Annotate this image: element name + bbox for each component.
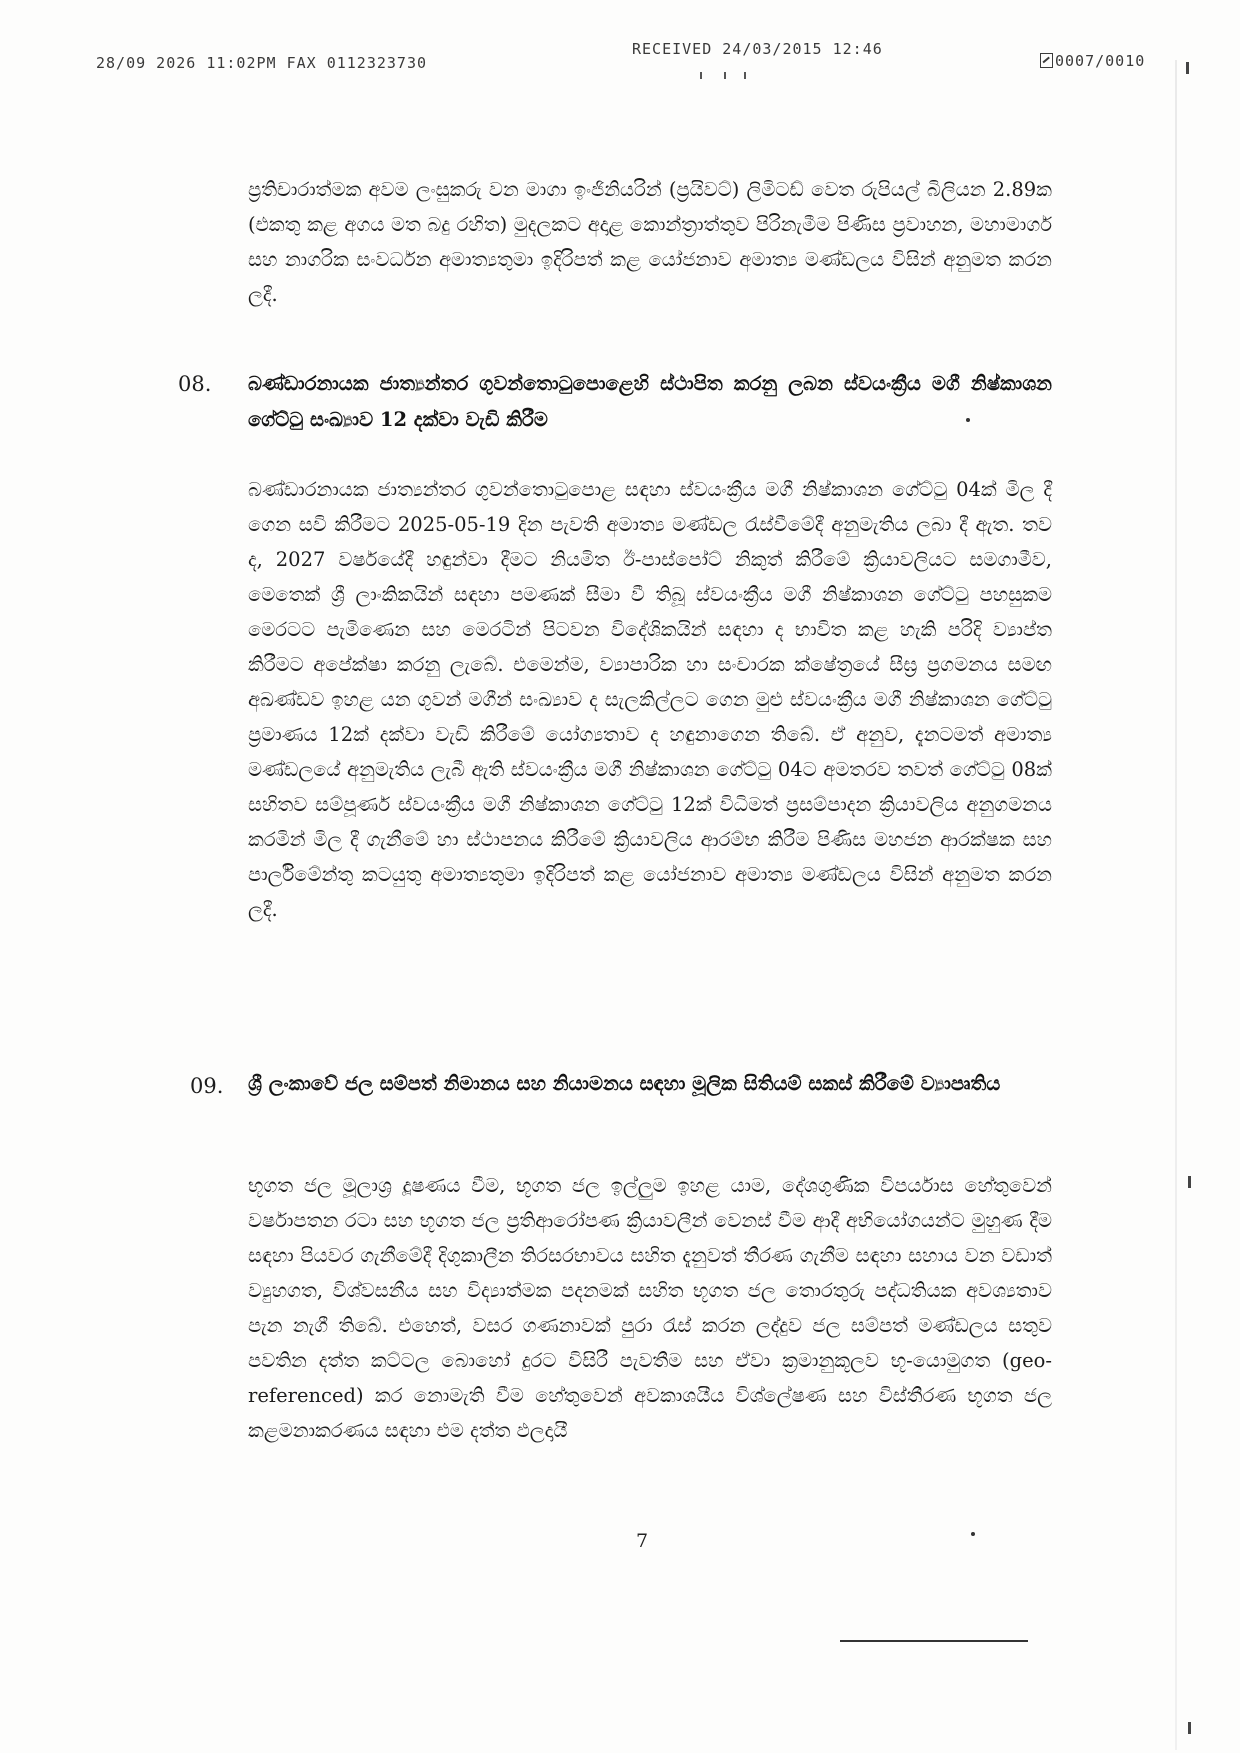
- page-icon: [1040, 53, 1053, 68]
- fax-page-counter: [1040, 52, 1145, 70]
- fax-page-counter-text: 0007/0010: [1055, 52, 1146, 70]
- scan-edge-shadow: [1175, 60, 1177, 1750]
- intro-paragraph: ප්‍රතිචාරාත්මක අවම ලංසුකරු වන මාගා ඉංජිනියරින් (ප්‍රයිවට්) ලිමිටඩ් වෙත රුපියල් බිලියන 2.89ක (එකතු කළ අගය මත බදු රහිත) මුදලකට අදාළ කොන්ත්‍රාත්තුව පිරිනැමීම පිණිස ප්‍රවාහන, මහාමාර්ග සහ නාගරික සංවර්ධන අමාත්‍යතුමා ඉදිරිපත් කළ යෝජනාව අමාත්‍ය මණ්ඩලය විසින් අනුමත කරන ලදී.: [248, 178, 1052, 306]
- scan-tick-marks: [700, 72, 760, 86]
- scan-speck: [971, 1532, 975, 1536]
- section-body-08: බණ්ඩාරනායක ජාත්‍යන්තර ගුවන්තොටුපොළ සඳහා ස්වයංක්‍රීය මගී නිෂ්කාශන ගේට්ටු 04ක් මිල දී ගෙන සවි කිරීමට 2025-05-19 දින පැවති අමාත්‍ය මණ්ඩල රැස්වීමේදී අනුමැතිය ලබා දී ඇත. තව ද, 2027 වර්ෂයේදී හඳුන්වා දීමට නියමිත ඊ-පාස්පෝට් නිකුත් කිරීමේ ක්‍රියාවලියට සමගාමීව, මෙතෙක් ශ්‍රී ලාංකිකයින් සඳහා පමණක් සීමා වී තිබූ ස්වයංක්‍රීය මගී නිෂ්කාශන ගේට්ටු පහසුකම මෙරටට පැමිණෙන සහ මෙරටින් පිටවන විදේශිකයින් සඳහා ද භාවිත කළ හැකි පරිදි ව්‍යාප්ත කිරීමට අපේක්ෂා කරනු ලැබේ. එමෙන්ම, ව්‍යාපාරික හා සංචාරක ක්ෂේත්‍රයේ සීඝ්‍ර ප්‍රගමනය සමඟ අඛණ්ඩව ඉහළ යන ගුවන් මගීන් සංඛ්‍යාව ද සැලකිල්ලට ගෙන මුළු ස්වයංක්‍රීය මගී නිෂ්කාශන ගේට්ටු ප්‍රමාණය 12ක් දක්වා වැඩි කිරීමේ යෝග්‍යතාව ද හඳුනාගෙන තිබේ. ඒ අනුව, දැනටමත් අමාත්‍ය මණ්ඩලයේ අනුමැතිය ලැබී ඇති ස්වයංක්‍රීය මගී නිෂ්කාශන ගේට්ටු 04ට අමතරව තවත් ගේට්ටු 08ක් සහිතව සම්පූර්ණ ස්වයංක්‍රීය මගී නිෂ්කාශන ගේට්ටු 12ක් විධිමත් ප්‍රසම්පාදන ක්‍රියාවලිය අනුගමනය කරමින් මිල දී ගැනීමේ හා ස්ථාපනය කිරීමේ ක්‍රියාවලිය ආරම්භ කිරීම පිණිස මහජන ආරක්ෂක සහ පාර්ලිමේන්තු කටයුතු අමාත්‍යතුමා ඉදිරිපත් කළ යෝජනාව අමාත්‍ය මණ්ඩලය විසින් අනුමත කරන ලදී.: [248, 478, 1052, 921]
- section-title-08: බණ්ඩාරනායක ජාත්‍යන්තර ගුවන්තොටුපොළෙහි ස්ථාපිත කරනු ලබන ස්වයංක්‍රීය මගී නිෂ්කාශන ගේට්ටු සංඛ්‍යාව 12 දක්වා වැඩි කිරීම: [248, 372, 1052, 431]
- margin-mark: [1186, 62, 1189, 74]
- fax-header: [0, 40, 1240, 70]
- bottom-rule: [840, 1640, 1028, 1642]
- fax-sender-line: 28/09 2026 11:02PM FAX 0112323730: [96, 54, 428, 72]
- margin-mark: [1188, 1722, 1191, 1734]
- section-number-08: 08.: [178, 372, 212, 396]
- margin-mark: [1188, 1176, 1191, 1188]
- section-title-09: ශ්‍රී ලංකාවේ ජල සම්පත් නිමානය සහ නියාමනය සඳහා මූලික සිතියම් සකස් කිරීමේ ව්‍යාපෘතිය: [248, 1072, 1001, 1095]
- fax-received-stamp: RECEIVED 24/03/2015 12:46: [632, 40, 883, 58]
- section-body-09: භූගත ජල මූලාශ්‍ර දූෂණය වීම, භූගත ජල ඉල්ලුම ඉහළ යාම, දේශගුණික විපර්යාස හේතුවෙන් වර්ෂාපතන රටා සහ භූගත ජල ප්‍රතිආරෝපණ ක්‍රියාවලීන් වෙනස් වීම ආදී අභියෝගයන්ට මුහුණ දීම සඳහා පියවර ගැනීමේදී දිගුකාලීන තිරසරභාවය සහිත දැනුවත් තීරණ ගැනීම සඳහා සහාය වන වඩාත් ව්‍යුහගත, විශ්වසනීය සහ විද්‍යාත්මක පදනමක් සහිත භූගත ජල තොරතුරු පද්ධතියක අවශ්‍යතාව පැන නැගී තිබේ. එහෙත්, වසර ගණනාවක් පුරා රැස් කරන ලද්දුව ජල සම්පත් මණ්ඩලය සතුව පවතින දත්ත කට්ටල බොහෝ දුරට විසිරී පැවතීම සහ ඒවා ක්‍රමානුකූලව භූ-යොමුගත (geo-referenced) කර නොමැති වීම හේතුවෙන් අවකාශයීය විශ්ලේෂණ සහ විස්තීරණ භූගත ජල කළමනාකරණය සඳහා එම දත්ත ඵලදායී: [248, 1174, 1052, 1442]
- page-number: 7: [636, 1530, 649, 1552]
- section-number-09: 09.: [190, 1074, 224, 1098]
